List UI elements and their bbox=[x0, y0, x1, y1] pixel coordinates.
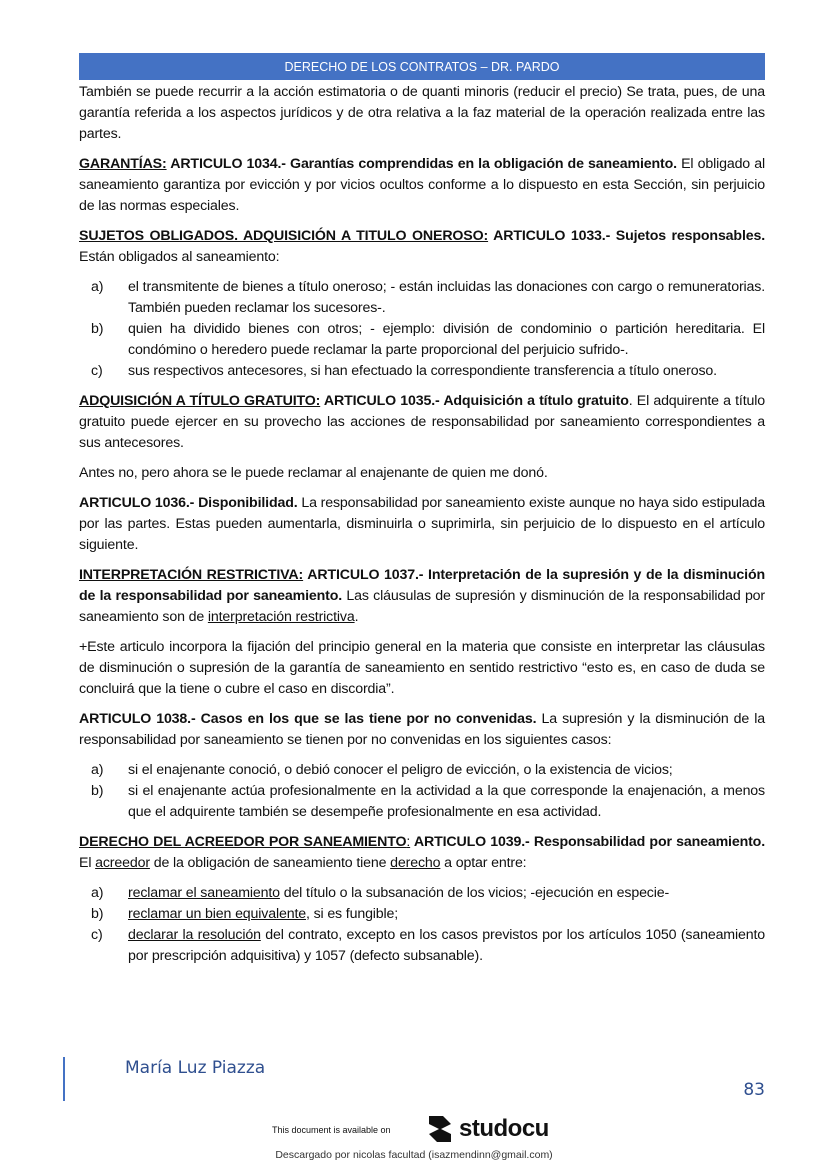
text-run: ADQUISICIÓN A TÍTULO GRATUITO: bbox=[79, 393, 321, 409]
text-run: Antes no, pero ahora se le puede reclamar al enajenante de quien me donó. bbox=[79, 465, 548, 481]
list-item-label: a) bbox=[91, 885, 104, 901]
list-item-label: b) bbox=[91, 321, 104, 337]
text-run: También se puede recurrir a la acción estimatoria o de quanti minoris (reducir el precio) Se trata, pues, de una garantía referida a los aspectos jurídicos y de otra relativa a la faz material de la operación realizada entre las partes. bbox=[79, 84, 765, 142]
lettered-list bbox=[79, 277, 765, 382]
text-run: ARTICULO 1033.- Sujetos responsables. bbox=[488, 228, 766, 244]
text-run: del título o la subsanación de los vicios; -ejecución en especie- bbox=[279, 885, 670, 901]
page-number: 83 bbox=[743, 1080, 765, 1100]
text-run: del contrato, excepto en los casos previstos por los artículos 1050 (saneamiento por prescripción adquisitiva) y 1057 (defecto subsanable). bbox=[128, 927, 765, 964]
paragraph bbox=[79, 154, 765, 217]
list-item bbox=[79, 925, 765, 967]
text-run: ARTICULO 1039.- Responsabilidad por saneamiento. bbox=[410, 834, 765, 850]
text-run: acreedor bbox=[95, 855, 150, 871]
text-run: DERECHO DEL ACREEDOR POR SANEAMIENTO bbox=[79, 834, 407, 850]
text-run: ARTICULO 1036.- Disponibilidad. bbox=[79, 495, 298, 511]
text-run: , si es fungible; bbox=[306, 906, 399, 922]
text-run: +Este articulo incorpora la fijación del principio general en la materia que consiste en interpretar las cláusulas de disminución o supresión de la garantía de saneamiento en sentido restrictivo “esto es, en caso de duda se concluirá que la tiene o cubre el caso en discordia”. bbox=[79, 639, 765, 697]
text-run: declarar la resolución bbox=[128, 927, 261, 943]
text-run: SUJETOS OBLIGADOS. ADQUISICIÓN A TITULO ONEROSO: bbox=[79, 228, 489, 244]
text-run: ARTICULO 1034.- Garantías comprendidas en la obligación de saneamiento. bbox=[166, 156, 677, 172]
text-run: reclamar un bien equivalente bbox=[128, 906, 306, 922]
paragraph bbox=[79, 832, 765, 874]
list-item bbox=[79, 361, 765, 382]
footer-accent-rule bbox=[63, 1057, 65, 1101]
text-run: ARTICULO 1035.- Adquisición a título gratuito bbox=[320, 393, 629, 409]
list-item-label: a) bbox=[91, 279, 104, 295]
download-notice: Descargado por nicolas facultad (isazmendinn@gmail.com) bbox=[275, 1149, 553, 1161]
list-item bbox=[79, 760, 765, 781]
text-run: Las cláusulas de supresión y disminución de la responsabilidad por saneamiento son de bbox=[79, 588, 766, 625]
text-run: El bbox=[79, 855, 96, 871]
list-item bbox=[79, 883, 765, 904]
list-item-label: b) bbox=[91, 906, 104, 922]
list-item bbox=[79, 277, 765, 319]
text-run: si el enajenante actúa profesionalmente en la actividad a la que corresponde la enajenación, a menos que el adquirente también se desempeñe profesionalmente en esa actividad. bbox=[128, 783, 765, 820]
paragraph bbox=[79, 637, 765, 700]
paragraph bbox=[79, 463, 765, 484]
text-run: a optar entre: bbox=[440, 855, 527, 871]
text-run: ARTICULO 1038.- Casos en los que se las tiene por no convenidas. bbox=[79, 711, 537, 727]
text-run: quien ha dividido bienes con otros; - ejemplo: división de condominio o partición hereditaria. El condómino o heredero puede reclamar la parte proporcional del perjuicio sufrido-. bbox=[128, 321, 765, 358]
availability-text: This document is available on bbox=[272, 1125, 391, 1135]
text-run: . bbox=[354, 609, 359, 625]
text-run: el transmitente de bienes a título oneroso; - están incluidas las donaciones con cargo o remuneratorias. También pueden reclamar los sucesores-. bbox=[128, 279, 765, 316]
text-run: GARANTÍAS: bbox=[79, 156, 167, 172]
studocu-wordmark: studocu bbox=[459, 1115, 549, 1142]
text-run: derecho bbox=[390, 855, 441, 871]
text-run: ARTICULO 1037.- Interpretación de la supresión y de la disminución de la responsabilidad por saneamiento. bbox=[79, 567, 765, 604]
lettered-list bbox=[79, 760, 765, 823]
lettered-list bbox=[79, 883, 765, 967]
text-run: : bbox=[406, 834, 411, 850]
text-run: sus respectivos antecesores, si han efectuado la correspondiente transferencia a título oneroso. bbox=[128, 363, 717, 379]
list-item bbox=[79, 904, 765, 925]
paragraph bbox=[79, 391, 765, 454]
paragraph bbox=[79, 226, 765, 268]
list-item-label: a) bbox=[91, 762, 104, 778]
text-run: El obligado al saneamiento garantiza por evicción y por vicios ocultos conforme a lo dispuesto en esta Sección, sin perjuicio de las normas especiales. bbox=[79, 156, 765, 214]
text-run: . El adquirente a título gratuito puede ejercer en su provecho las acciones de responsabilidad por saneamiento correspondientes a sus antecesores. bbox=[79, 393, 765, 451]
list-item-label: c) bbox=[91, 363, 103, 379]
list-item bbox=[79, 319, 765, 361]
list-item bbox=[79, 781, 765, 823]
list-item-label: c) bbox=[91, 927, 103, 943]
text-run: INTERPRETACIÓN RESTRICTIVA: bbox=[79, 567, 304, 583]
text-run: interpretación restrictiva bbox=[207, 609, 355, 625]
list-item-label: b) bbox=[91, 783, 104, 799]
text-run: La supresión y la disminución de la responsabilidad por saneamiento se tienen por no convenidas en los siguientes casos: bbox=[79, 711, 765, 748]
document-body bbox=[79, 82, 765, 976]
paragraph bbox=[79, 82, 765, 145]
text-run: La responsabilidad por saneamiento existe aunque no haya sido estipulada por las partes. Estas pueden aumentarla, disminuirla o suprimirla, sin perjuicio de lo dispuesto en el artículo siguiente. bbox=[79, 495, 765, 553]
text-run: si el enajenante conoció, o debió conocer el peligro de evicción, o la existencia de vicios; bbox=[128, 762, 673, 778]
paragraph bbox=[79, 493, 765, 556]
text-run: reclamar el saneamiento bbox=[128, 885, 280, 901]
running-header: DERECHO DE LOS CONTRATOS – DR. PARDO bbox=[79, 53, 765, 80]
paragraph bbox=[79, 709, 765, 751]
author-name: María Luz Piazza bbox=[125, 1058, 266, 1078]
paragraph bbox=[79, 565, 765, 628]
studocu-logo-icon bbox=[425, 1113, 455, 1145]
text-run: Están obligados al saneamiento: bbox=[79, 249, 280, 265]
text-run: de la obligación de saneamiento tiene bbox=[149, 855, 391, 871]
studocu-logo[interactable] bbox=[425, 1113, 549, 1145]
